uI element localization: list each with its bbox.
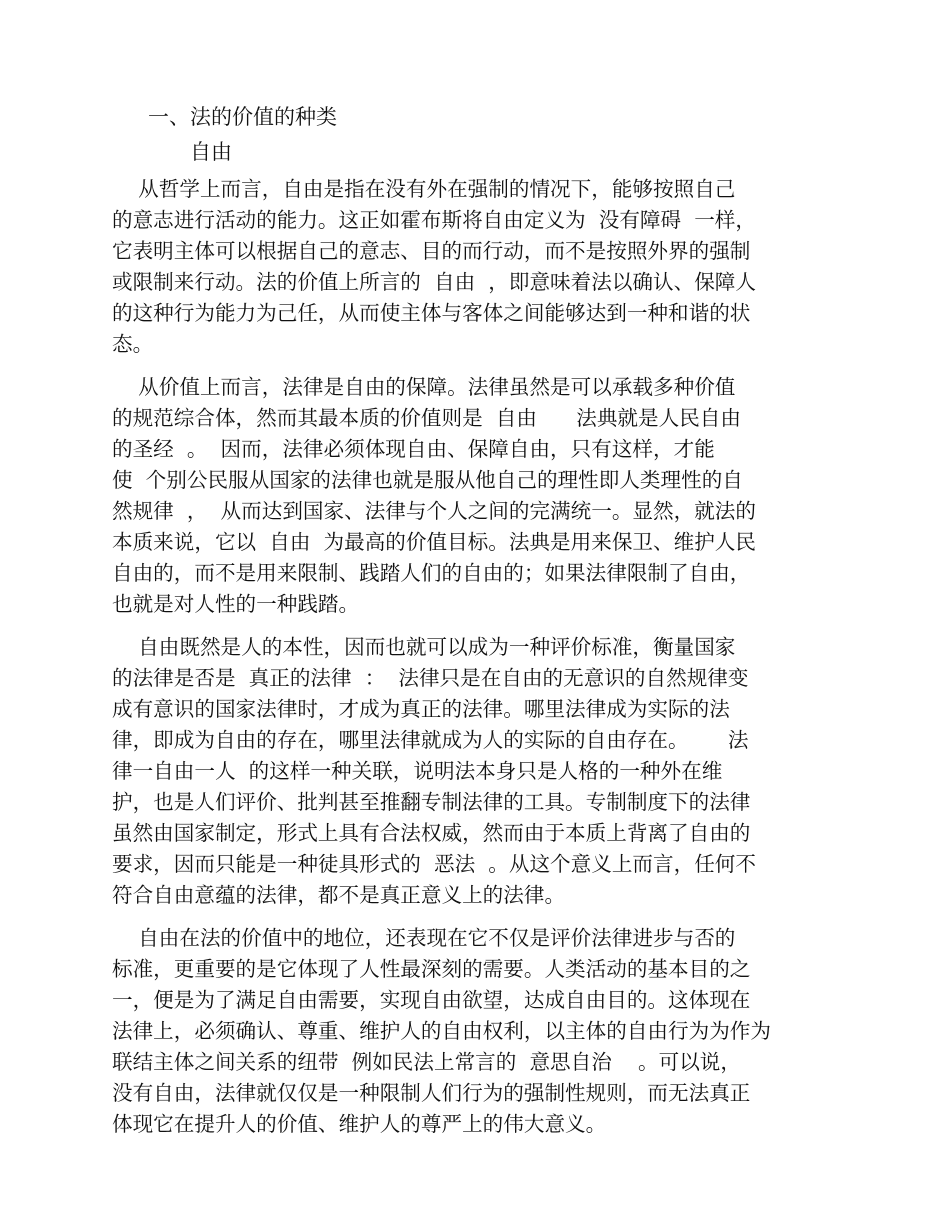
text-line: 符合自由意蕴的法律，都不是真正意义上的法律。	[112, 883, 566, 907]
paragraph-1	[112, 174, 838, 360]
text-line: 自由的，而不是用来限制、践踏人们的自由的；如果法律限制了自由，	[112, 561, 751, 585]
paragraph-4	[112, 923, 838, 1140]
section-heading: 一、法的价值的种类	[148, 105, 337, 129]
subsection-heading: 自由	[190, 140, 232, 164]
text-line: 的这种行为能力为己任，从而使主体与客体之间能够达到一种和谐的状	[112, 301, 751, 325]
text-line: 从哲学上而言，自由是指在没有外在强制的情况下，能够按照自己	[112, 177, 736, 201]
text-line: 的规范综合体，然而其最本质的价值则是 自由 法典就是人民自由	[112, 406, 741, 430]
text-line: 标准，更重要的是它体现了人性最深刻的需要。人类活动的基本目的之	[112, 957, 751, 981]
text-line: 态。	[112, 332, 154, 356]
text-line: 一，便是为了满足自由需要，实现自由欲望，达成自由目的。这体现在	[112, 988, 751, 1012]
text-line: 护，也是人们评价、批判甚至推翻专制法律的工具。专制制度下的法律	[112, 790, 751, 814]
text-line: 律一自由一人 的这样一种关联，说明法本身只是人格的一种外在维	[112, 759, 723, 783]
text-line: 要求，因而只能是一种徒具形式的 恶法 。从这个意义上而言，任何不	[112, 852, 756, 876]
paragraph-3	[112, 632, 838, 911]
text-line: 联结主体之间关系的纽带 例如民法上常言的 意思自治 。可以说，	[112, 1050, 741, 1074]
text-line: 或限制来行动。法的价值上所言的 自由 ，即意味着法以确认、保障人	[112, 270, 756, 294]
text-line: 虽然由国家制定，形式上具有合法权威，然而由于本质上背离了自由的	[112, 821, 751, 845]
text-line: 它表明主体可以根据自己的意志、目的而行动，而不是按照外界的强制	[112, 239, 751, 263]
text-line: 也就是对人性的一种践踏。	[112, 592, 360, 616]
text-line: 体现它在提升人的价值、维护人的尊严上的伟大意义。	[112, 1112, 607, 1136]
text-line: 成有意识的国家法律时，才成为真正的法律。哪里法律成为实际的法	[112, 697, 730, 721]
text-line: 然规律 ， 从而达到国家、法律与个人之间的完满统一。显然，就法的	[112, 499, 756, 523]
paragraph-2	[112, 372, 838, 620]
text-line: 自由既然是人的本性，因而也就可以成为一种评价标准，衡量国家	[112, 635, 736, 659]
text-line: 的法律是否是 真正的法律 ： 法律只是在自由的无意识的自然规律变	[112, 666, 749, 690]
text-line: 的圣经 。 因而，法律必须体现自由、保障自由，只有这样，才能	[112, 437, 715, 461]
text-line: 从价值上而言，法律是自由的保障。法律虽然是可以承载多种价值	[112, 375, 736, 399]
text-line: 自由在法的价值中的地位，还表现在它不仅是评价法律进步与否的	[112, 926, 736, 950]
text-line: 没有自由，法律就仅仅是一种限制人们行为的强制性规则，而无法真正	[112, 1081, 751, 1105]
text-line: 本质来说，它以 自由 为最高的价值目标。法典是用来保卫、维护人民	[112, 530, 756, 554]
text-line: 律，即成为自由的存在，哪里法律就成为人的实际的自由存在。 法	[112, 728, 749, 752]
text-line: 的意志进行活动的能力。这正如霍布斯将自由定义为 没有障碍 一样，	[112, 208, 756, 232]
text-line: 法律上，必须确认、尊重、维护人的自由权利，以主体的自由行为为作为	[112, 1019, 771, 1043]
text-line: 使 个别公民服从国家的法律也就是服从他自己的理性即人类理性的自	[112, 468, 743, 492]
